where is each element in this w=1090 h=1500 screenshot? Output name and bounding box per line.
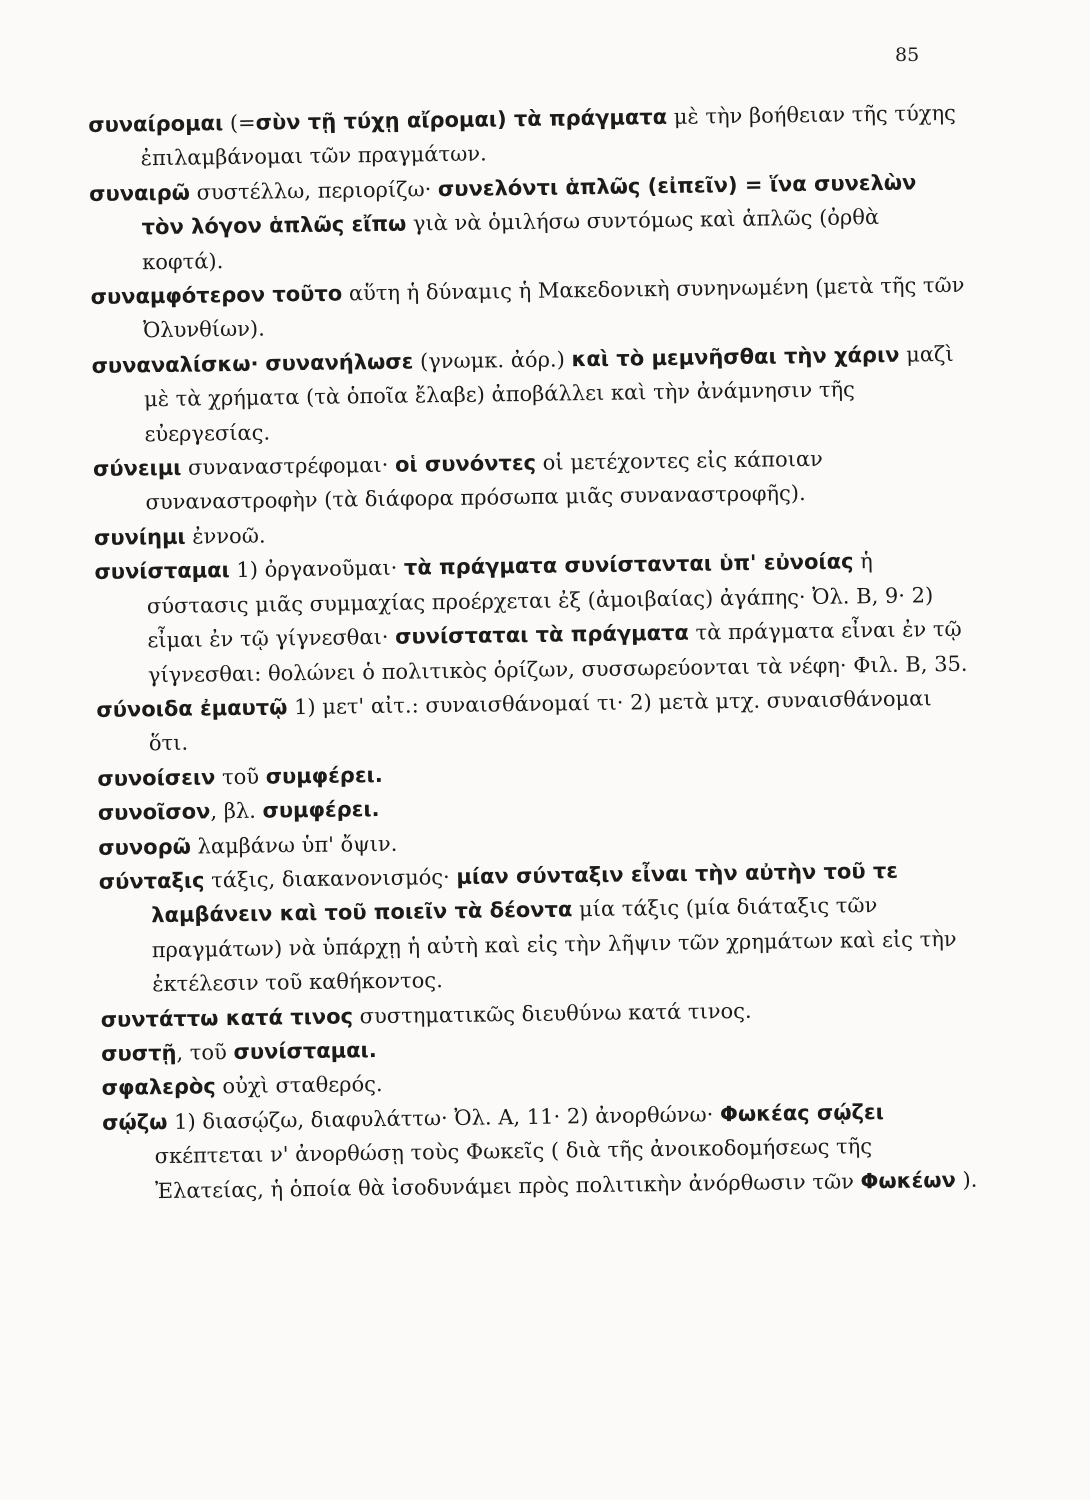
headword: σύνειμι <box>92 455 182 482</box>
bold-phrase: οἱ συνόντες <box>394 450 537 477</box>
definition-text: οἱ μετέχοντες εἰς κάποιαν συναναστροφὴν (τὰ διάφορα πρόσωπα μιᾶς συναναστροφῆς). <box>145 446 823 515</box>
bold-phrase: συνίσταται τὰ πράγματα <box>394 620 690 649</box>
headword: σῴζω <box>102 1109 168 1135</box>
bold-phrase: σὺν τῇ τύχῃ αἴρομαι) τὰ πράγματα <box>255 104 668 135</box>
definition-text: (= <box>223 110 256 136</box>
bold-phrase: καὶ τὸ μεμνῆσθαι τὴν χάριν <box>571 342 900 372</box>
entry <box>91 337 967 452</box>
entry <box>89 165 965 280</box>
page-number: 85 <box>895 44 920 66</box>
definition-text: τὰ πράγματα εἶναι ἐν τῷ γίγνεσθαι: θολώνει ὁ πολιτικὸς ὁρίζων, συσσωρεύονται τὰ νέφη· Φιλ. Β, 35. <box>147 616 968 687</box>
cross-reference: συμφέρει. <box>262 797 380 823</box>
headword: συνορῶ <box>98 834 192 860</box>
definition-text: ἡ σύστασις μιᾶς συμμαχίας προέρχεται ἐξ (ἀμοιβαίας) ἀγάπης· Ὀλ. Β, 9· 2) εἶμαι ἐν τῷ γίγνεσθαι· <box>146 549 934 653</box>
definition-text: 1) ὀργανοῦμαι· <box>229 555 405 583</box>
definition-text: αὕτη ἡ δύναμις ἡ Μακεδονικὴ συνηνωμένη (μετὰ τῆς τῶν Ὀλυνθίων). <box>142 272 965 343</box>
definition-text: συστηματικῶς διευθύνω κατά τινος. <box>352 998 752 1028</box>
bold-phrase: Φωκέων <box>860 1167 956 1193</box>
cross-reference: συνίσταμαι. <box>233 1038 377 1065</box>
bold-phrase: συνελόντι ἁπλῶς (εἰπεῖν) = ἵνα συνελὼν τὸν λόγον ἁπλῶς εἴπω <box>141 170 917 240</box>
definition-text: οὐχὶ σταθερός. <box>215 1072 383 1099</box>
definition-text: σκέπτεται ν' ἀνορθώσῃ τοὺς Φωκεῖς ( διὰ τῆς ἀνοικοδομήσεως τῆς Ἐλατείας, ἡ ὁποία θὰ ἰσοδυνάμει πρὸς πολιτικὴν ἀνόρθωσιν τῶν <box>154 1134 873 1203</box>
bold-phrase: Φωκέας σῴζει <box>719 1099 884 1127</box>
headword: σύνοιδα ἐμαυτῷ <box>96 695 288 722</box>
headword: συστῇ <box>101 1040 177 1066</box>
headword: συνίσταμαι <box>94 558 230 585</box>
definition-text: , βλ. <box>210 798 263 824</box>
bold-phrase: συνανήλωσε <box>265 349 414 376</box>
definition-text: συναναστρέφομαι· <box>181 452 396 480</box>
definition-text: τοῦ <box>215 764 266 790</box>
definition-text: μαζὶ μὲ τὰ χρήματα (τὰ ὁποῖα ἔλαβε) ἀποβάλλει καὶ τὴν ἀνάμνησιν τῆς εὐεργεσίας. <box>143 341 954 446</box>
definition-text: μία τάξις (μία διάταξις τῶν πραγμάτων) νὰ ὑπάρχῃ ἡ αὐτὴ καὶ εἰς τὴν λῆψιν τῶν χρημάτων καὶ εἰς τὴν ἐκτέλεσιν τοῦ καθήκοντος. <box>151 893 957 997</box>
entry <box>96 681 972 762</box>
headword: συντάττω κατά τινος <box>100 1003 354 1032</box>
entry <box>93 440 969 521</box>
cross-reference: συμφέρει. <box>265 762 383 789</box>
definition-text: μὲ τὴν βοήθειαν τῆς τύχης ἐπιλαμβάνομαι τῶν πραγμάτων. <box>140 100 956 171</box>
headword: σύνταξις <box>98 868 205 894</box>
definition-text: συστέλλω, περιορίζω· <box>189 176 439 205</box>
definition-text: ἐννοῶ. <box>185 523 266 549</box>
headword: συνοίσειν <box>97 765 216 791</box>
headword: συναμφότερον τοῦτο <box>90 281 343 310</box>
headword: συνοῖσον <box>97 799 211 826</box>
definition-text: γιὰ νὰ ὁμιλήσω συντόμως καὶ ἁπλῶς (ὀρθὰ κοφτά). <box>141 205 880 274</box>
definition-text: 1) μετ' αἰτ.: συναισθάνομαί τι· 2) μετὰ μτχ. συναισθάνομαι ὅτι. <box>148 686 932 756</box>
entry <box>88 96 964 177</box>
bold-phrase: μίαν σύνταξιν εἶναι τὴν αὐτὴν τοῦ τε λαμβάνειν καὶ τοῦ ποιεῖν τὰ δέοντα <box>151 858 899 928</box>
headword: σφαλερὸς <box>101 1074 216 1101</box>
entry <box>94 543 971 693</box>
definition-text: (γνωμκ. ἀόρ.) <box>413 347 572 374</box>
bold-phrase: τὰ πράγματα συνίστανται ὑπ' εὐνοίας <box>403 549 854 580</box>
entry <box>90 268 966 349</box>
headword: συναίρομαι <box>88 111 224 137</box>
definition-text: τάξις, διακανονισμός· <box>204 864 457 893</box>
definition-text: λαμβάνω ὑπ' ὄψιν. <box>190 831 398 859</box>
definition-text: 1) διασῴζω, διαφυλάττω· Ὀλ. Α, 11· 2) ἀνορθώνω· <box>167 1102 721 1134</box>
headword: συναιρῶ <box>89 180 191 206</box>
definition-text: ). <box>955 1167 978 1192</box>
entry <box>102 1093 978 1208</box>
entry <box>99 853 976 1003</box>
headword: συναναλίσκω· <box>91 351 259 378</box>
entry-list <box>88 96 978 1209</box>
headword: συνίημι <box>93 524 186 550</box>
definition-text: , τοῦ <box>176 1040 234 1065</box>
